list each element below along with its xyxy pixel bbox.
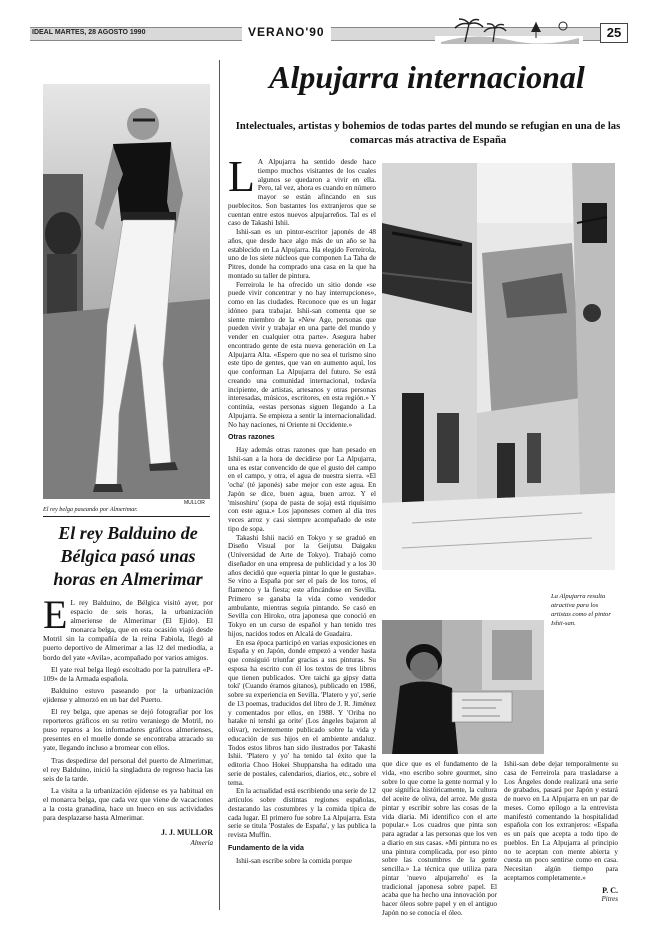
photo-credit: MULLOR: [184, 500, 205, 506]
sidebar-lead-text: L rey Balduino, de Bélgica visitó ayer, por espacio de seis horas, la urbanización almeriense de Almerimar (El Ejido). El monarca belga, que en esta ocasión viajó desde Motril sin la compañía de la reina Fabiola, llegó al puerto deportivo de Almerimar a las 12 del mediodía, a bordo del yate «Avila», acompañado por varios amigos.: [43, 598, 213, 662]
article-column-2: [382, 760, 497, 918]
sidebar-headline: El rey Balduino de Bélgica pasó unas horas en Almerimar: [53, 523, 203, 589]
painter-photo: [382, 620, 544, 754]
article-dek: Intelectuales, artistas y bohemios de todas partes del mundo se refugian en una de las comarcas más atractiva de España: [235, 121, 621, 146]
article-paragraph: En la actualidad está escribiendo una serie de 12 artículos sobre distintas regiones españolas, destacando las costumbres y la comida típica de cada lugar. El primero fue sobre La Alpujarra. Esta serie se titula 'Postales de España', y las publica la revista Muffin.: [228, 787, 376, 839]
sidebar-paragraph: Balduino estuvo paseando por la urbanización ejidense y almorzó en un bar del Puerto.: [43, 685, 213, 704]
column-divider: [219, 60, 220, 910]
king-walking-image: [43, 84, 210, 499]
article-paragraph: Ishii-san es un pintor-escritor japonés de 48 años, que desde hace algo más de un año se ha establecido en La Alpujarra. Ha elegido Ferreirola, uno de los siete núcleos que componen La Taha de Pitres, donde ha comprado una casa en la que ha montado su taller de pintura.: [228, 228, 376, 280]
village-street-image: [382, 163, 615, 570]
article-paragraph: Ferreirola le ha ofrecido un sitio donde «se puede vivir concentrar y no hay interrupciones», como en las ciudades. Reconoce que es un lugar idóneo para trabajar. Ishii-san comenta que se siente miembro de la «New Age, personas que pueden vivir y trabajar en una parte del mundo y vender en cualquier otra parte». Asegura haber encontrado gente de esta nueva generación en La Alpujarra Alta. «Espero que no sea el turismo sino este tipo de gentes, que van en aumento aquí, los que conforman La Alpujarra del futuro. Se está creando una comunidad internacional, todavía incipiente, de artistas, artesanos y otras personas interesadas, músicos, escritores, en esta región.» Y continúa, «estas personas siguen llegando a La Alpujarra. Se empieza a sentir la internacionalidad. No hay naciones, ni Oriente ni Occidente.»: [228, 280, 376, 429]
page-number: 25: [600, 23, 628, 43]
article-paragraph: que dice que es el fundamento de la vida, «no escribo sobre gourmet, sino sobre lo que come la gente normal y lo que significa históricamente, la cultura del aceite de oliva, del arroz. Me gusta pintar y escribir sobre las cosas de la vida diaria. Mi identifico con el arte popular.» Los cuadros que pinta son para agradar a las personas que los ven a diario en sus casas. «Mi pintura no es una pintura complicada, por eso pinto sobre las costumbres de la gente sencilla.» La técnica que utiliza para pintar 'nuevo alpujarreño' es la tradicional japonesa sobre papel. El acaba que ha hecho una innovación por hacer óleos sobre papel y en el antiguo Japón no se conocía el óleo.: [382, 760, 497, 917]
article-title: Alpujarra internacional: [269, 59, 585, 95]
article-signature: P. C.: [602, 885, 618, 895]
article-paragraph: Ishii-san debe dejar temporalmente su casa de Ferreirola para trasladarse a Los Ángeles donde realizará una serie de grabados, pasará por Japón y estará de nuevo en La Alpujarra en un par de meses. Como epílogo a la entrevista manifestó comentando la hospitalidad española con los extranjeros: «España es un país que acepta a todo tipo de pueblos. En La Alpujarra al principio no te aceptan con mente abierta y cuesta un poco sentirse como en casa. Necesitan algún tiempo para aceptarnos completamente.»: [504, 760, 618, 882]
painter-portrait-image: [382, 620, 544, 754]
photo-caption: El rey belga paseando por Almerimar.: [43, 506, 138, 513]
article-lead: [228, 158, 376, 228]
article-paragraph: Takashi Ishii nació en Tokyo y se graduó en Diseño Visual por la Geijutsu Daigaku (Universidad de Arte de Tokyo). Trabajó como diseñador en una empresa de publicidad y a los 30 años decidió que «quería pintar lo que le gustaba». Se vino a España por ser el país de los toros, el flamenco y la fiesta; este afincándose en Sevilla. Primero se ganaba la vida como vendedor ambulante, mientras seguía pintando. Se casó en Sevilla con Hiroko, otra japonesa que conoció en Tokyo en un curso de español y han tenido tres hijos, nacidos todos en Alcalá de Guadaira.: [228, 533, 376, 638]
sidebar-signature: J. J. MULLOR: [161, 828, 213, 838]
article-paragraph: En esa época participó en varias exposiciones en España y en Japón, donde empezó a vender hasta que consiguió triunfar gracias a sus pinturas. Su esposa ha escrito con él los textos de tres libros que tienen publicados. 'Ore taichi ga gipsy datta toki' (Cuando éramos gitanos), publicado en 1986, sobre su experiencia en Sevilla. 'Platero y yo', serie de 13 poemas, traducidos del libro de J. R. Jiménez y comentados por ellos, en 1988. Y 'Oriba no hatake ni tenshi ga orite' (Los ángeles bajaron al olivar), recientemente publicado sobre la vida y educación de sus hijos en el ambiente andaluz. Todos estos libros han sido ilustrados por Takashi Ishii. 'Platero y yo' ha tenido tal éxito que la editoria Choo Hokei Shuppansha ha editado una serie de postales, calendarios, diarios, etc., sobre el tema.: [228, 638, 376, 787]
sidebar-paragraph: El rey belga, que apenas se dejó fotografiar por los reporteros gráficos en su retiro veraniego de Motril, no puso reparos a los informadores gráficos almerienses, presentes en el muelle donde se encontraba atracado su yate, llegando incluso a bromear con ellos.: [43, 707, 213, 753]
street-photo: [382, 163, 615, 570]
sidebar-paragraph: Tras despedirse del personal del puerto de Almerimar, el rey Balduino, inició la singladura de regreso hacia las seis de la tarde.: [43, 755, 213, 783]
page-header: [30, 22, 628, 44]
article-paragraph: Ishii-san escribe sobre la comida porque: [236, 856, 352, 865]
article-dropcap: L: [228, 158, 255, 201]
article-location: Pitres: [601, 895, 618, 904]
beach-logo-icon: [435, 18, 583, 44]
sidebar-article: [43, 592, 213, 848]
article-column-3: [504, 760, 618, 904]
sidebar-paragraph: La visita a la urbanización ejidense es ya habitual en el monarca belga, que cada vez que viene de vacaciones a la costa granadina, hace un hueco en sus actividades para desplazarse hasta Almerimar.: [43, 785, 213, 823]
photo1-caption: La Alpujarra resulta atractiva para los artistas como el pintor Ishii-san.: [551, 593, 611, 627]
section-title: VERANO'90: [242, 22, 331, 42]
article-lead-text: A Alpujarra ha sentido desde hace tiempo muchos visitantes de los cuales algunos se quedaron a vivir en ella. Pero, tal vez, ahora es cuando en número mayor se están afincando en sus pueblecitos. Son bastantes los extranjeros que se cuentan entre estos nuevos alpujarreños. Tal es el caso de Takashi Ishii.: [228, 158, 376, 228]
header-date: IDEAL MARTES, 28 AGOSTO 1990: [32, 29, 146, 36]
caption-rule: [43, 516, 210, 517]
king-photo: [43, 84, 210, 499]
article-column-1: [228, 158, 376, 908]
article-subheading: Otras razones: [228, 434, 275, 442]
sidebar-location: Almería: [190, 839, 213, 848]
article-subheading: Fundamento de la vida: [228, 844, 304, 852]
sidebar-dropcap: E: [43, 592, 68, 637]
sidebar-paragraph: El yate real belga llegó escoltado por la patrullera «P-109» de la Armada española.: [43, 664, 213, 683]
sidebar-lead: [43, 592, 213, 662]
article-paragraph: Hay además otras razones que han pesado en Ishii-san a la hora de decidirse por La Alpujarra, una es estar convencido de que el gusto del campo en el campo, y otra, el agua de nuestra sierra. «El 'ocha' (té japonés) sabe mejor con este agua. En Japón se dice, buen agua, buen arroz. Y el 'misoshiru' (sopa de pasta de soja) está riquísimo con este agua.» Los japoneses comen al día tres veces arroz y casi siempre acompañado de este tipo de sopa.: [228, 446, 376, 533]
